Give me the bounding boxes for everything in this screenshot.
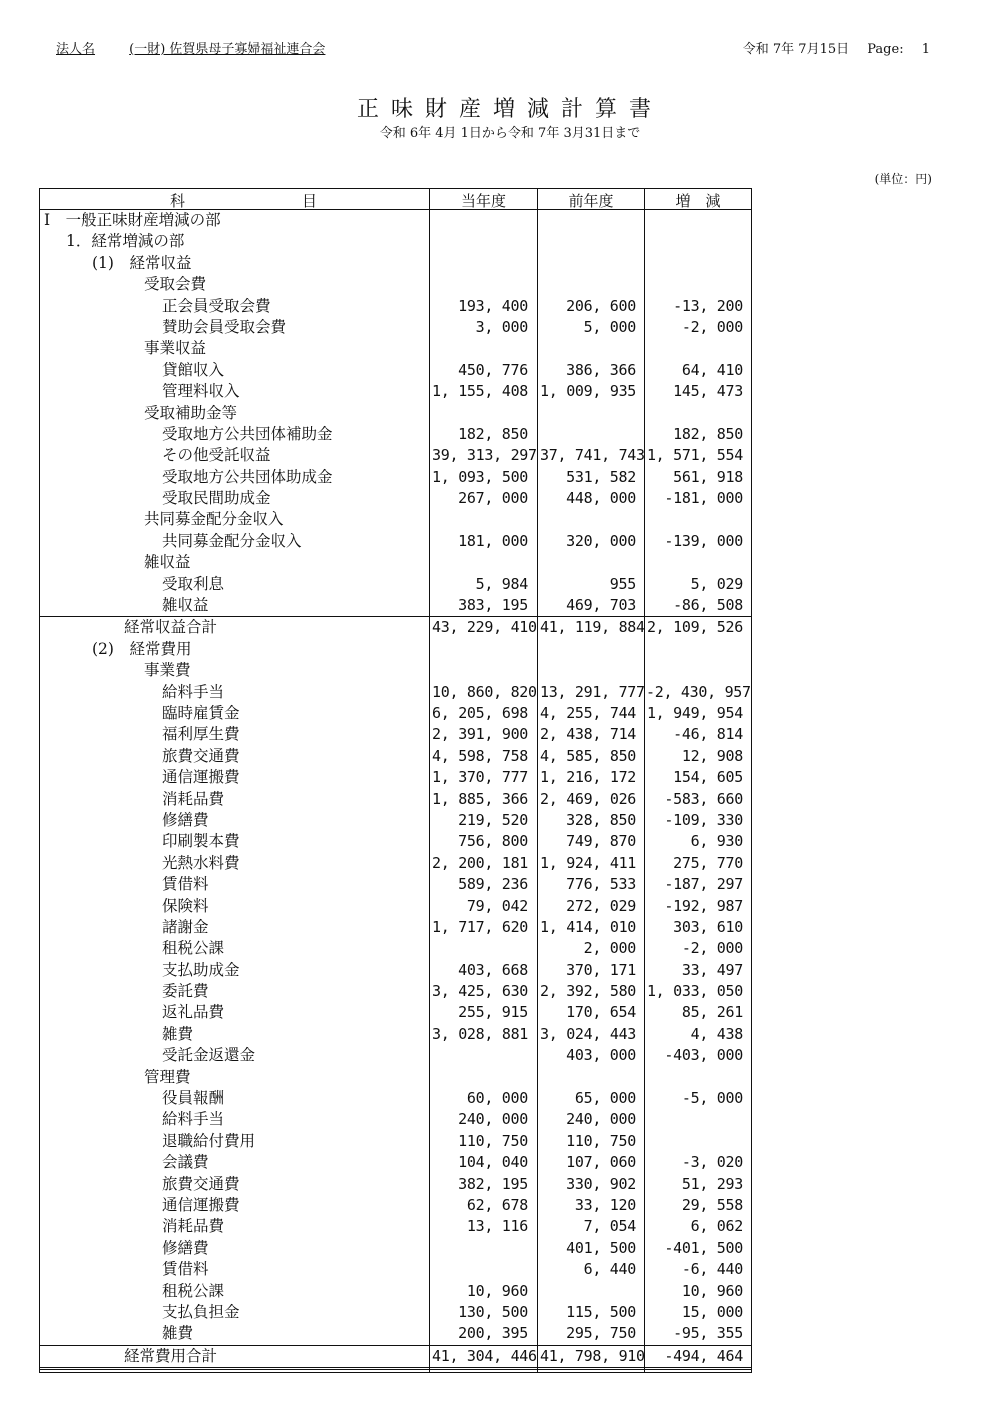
current-year-value: 193, 400 <box>458 296 528 315</box>
table-row <box>40 938 751 959</box>
table-row <box>40 639 751 660</box>
row-label: 管理費 <box>144 1067 191 1086</box>
previous-year-value: 5, 000 <box>583 317 636 336</box>
table-row <box>40 917 751 938</box>
current-year-value: 4, 598, 758 <box>432 746 529 765</box>
change-value: 2, 109, 526 <box>646 618 743 637</box>
previous-year-value: 110, 750 <box>566 1131 636 1150</box>
row-label: 受取地方公共団体助成金 <box>162 467 333 486</box>
current-year-value: 5, 984 <box>475 574 528 593</box>
table-row <box>40 253 751 274</box>
table-row <box>40 960 751 981</box>
row-label: Ⅰ 一般正味財産増減の部 <box>44 211 221 229</box>
current-year-value: 10, 860, 820 <box>432 682 537 701</box>
table-row <box>40 210 751 231</box>
row-label: 会議費 <box>162 1153 209 1172</box>
table-row <box>40 810 751 831</box>
current-year-value: 403, 668 <box>458 960 528 979</box>
current-year-value: 60, 000 <box>466 1089 528 1108</box>
table-row <box>40 853 751 874</box>
previous-year-value: 3, 024, 443 <box>540 1024 637 1043</box>
previous-year-value: 749, 870 <box>566 832 636 851</box>
current-year-value: 13, 116 <box>466 1217 528 1236</box>
row-label: 受取地方公共団体補助金 <box>162 424 333 443</box>
table-row <box>40 831 751 852</box>
row-label: 委託費 <box>162 982 209 1001</box>
table-row <box>40 531 751 552</box>
current-year-value: 1, 885, 366 <box>432 789 529 808</box>
current-year-value: 182, 850 <box>458 424 528 443</box>
row-label: 役員報酬 <box>162 1089 225 1108</box>
current-year-value: 39, 313, 297 <box>432 446 537 465</box>
entity-header <box>56 38 325 57</box>
change-value: -192, 987 <box>664 896 743 915</box>
previous-year-value: 41, 119, 884 <box>540 618 645 637</box>
previous-year-value: 531, 582 <box>566 467 636 486</box>
page-label: Page: <box>867 42 904 57</box>
previous-year-value: 370, 171 <box>566 960 636 979</box>
table-row <box>40 767 751 788</box>
previous-year-value: 2, 469, 026 <box>540 789 637 808</box>
table-row <box>40 381 751 402</box>
table-row <box>40 1067 751 1088</box>
previous-year-value: 401, 500 <box>566 1238 636 1257</box>
table-row <box>40 467 751 488</box>
table-row <box>40 1152 751 1173</box>
change-value: -181, 000 <box>664 489 743 508</box>
change-value: 145, 473 <box>673 382 743 401</box>
row-label: 支払負担金 <box>162 1302 240 1321</box>
previous-year-value: 330, 902 <box>566 1174 636 1193</box>
change-value: 1, 949, 954 <box>646 703 743 722</box>
previous-year-value: 386, 366 <box>566 360 636 379</box>
row-label: 臨時雇賃金 <box>162 703 240 722</box>
previous-year-value: 295, 750 <box>566 1324 636 1343</box>
previous-year-value: 1, 924, 411 <box>540 853 637 872</box>
table-row <box>40 746 751 767</box>
table-row <box>40 1281 751 1302</box>
previous-year-value: 240, 000 <box>566 1110 636 1129</box>
table-row <box>40 1109 751 1130</box>
change-value: -2, 430, 957 <box>646 682 751 701</box>
change-value: -139, 000 <box>664 531 743 550</box>
current-year-value: 2, 200, 181 <box>432 853 529 872</box>
current-year-value: 2, 391, 900 <box>432 725 529 744</box>
previous-year-value: 6, 440 <box>583 1260 636 1279</box>
change-value: 51, 293 <box>681 1174 743 1193</box>
current-year-value: 255, 915 <box>458 1003 528 1022</box>
current-year-value: 756, 800 <box>458 832 528 851</box>
change-value: -583, 660 <box>664 789 743 808</box>
table-row <box>40 724 751 745</box>
previous-year-value: 4, 585, 850 <box>540 746 637 765</box>
table-row <box>40 896 751 917</box>
table-body <box>40 210 751 1370</box>
row-label: 経常費用合計 <box>124 1346 218 1365</box>
current-year-value: 267, 000 <box>458 489 528 508</box>
previous-year-value: 37, 741, 743 <box>540 446 645 465</box>
table-row <box>40 1045 751 1066</box>
change-value: 1, 571, 554 <box>646 446 743 465</box>
row-label: 租税公課 <box>162 1281 225 1300</box>
row-label: 返礼品費 <box>162 1003 225 1022</box>
change-value: 4, 438 <box>690 1024 743 1043</box>
table-row <box>40 595 751 616</box>
header-item-right: 目 <box>302 192 318 210</box>
row-label: 修繕費 <box>162 1238 209 1257</box>
table-row <box>40 1302 751 1323</box>
header-previous-year: 前年度 <box>568 192 614 210</box>
date-page-header <box>743 38 930 57</box>
row-label: 賃借料 <box>162 875 209 894</box>
change-value: 15, 000 <box>681 1302 743 1321</box>
row-label: 保険料 <box>162 896 209 915</box>
statement-table <box>39 188 752 1373</box>
row-label: 通信運搬費 <box>162 1195 240 1214</box>
previous-year-value: 1, 009, 935 <box>540 382 637 401</box>
change-value: 561, 918 <box>673 467 743 486</box>
header-current-year: 当年度 <box>460 192 506 210</box>
current-year-value: 41, 304, 446 <box>432 1346 537 1365</box>
table-row <box>40 1088 751 1109</box>
row-label: 正会員受取会費 <box>162 296 271 315</box>
change-value: -13, 200 <box>673 296 743 315</box>
total-row <box>40 1345 751 1370</box>
previous-year-value: 2, 392, 580 <box>540 982 637 1001</box>
current-year-value: 43, 229, 410 <box>432 618 537 637</box>
table-row <box>40 1131 751 1152</box>
table-row <box>40 403 751 424</box>
change-value: -46, 814 <box>673 725 743 744</box>
previous-year-value: 328, 850 <box>566 810 636 829</box>
row-label: 消耗品費 <box>162 789 225 808</box>
previous-year-value: 206, 600 <box>566 296 636 315</box>
change-value: 10, 960 <box>681 1281 743 1300</box>
current-year-value: 219, 520 <box>458 810 528 829</box>
row-label: 経常収益合計 <box>124 618 218 637</box>
change-value: 6, 062 <box>690 1217 743 1236</box>
row-label: 雑費 <box>162 1024 194 1043</box>
unit-label: (単位：円) <box>874 172 932 186</box>
row-label: 受取利息 <box>162 574 225 593</box>
row-label: 賃借料 <box>162 1260 209 1279</box>
table-row <box>40 424 751 445</box>
current-year-value: 130, 500 <box>458 1302 528 1321</box>
row-label: 給料手当 <box>162 1110 225 1129</box>
previous-year-value: 107, 060 <box>566 1153 636 1172</box>
table-row <box>40 874 751 895</box>
table-row <box>40 789 751 810</box>
row-label: 光熱水料費 <box>162 853 240 872</box>
row-label: 共同募金配分金収入 <box>162 531 302 550</box>
change-value: 6, 930 <box>690 832 743 851</box>
row-label: 受託金返還金 <box>162 1046 256 1065</box>
row-label: 雑費 <box>162 1324 194 1343</box>
change-value: 303, 610 <box>673 917 743 936</box>
table-row <box>40 338 751 359</box>
change-value: 64, 410 <box>681 360 743 379</box>
table-row <box>40 1259 751 1280</box>
change-value: -187, 297 <box>664 875 743 894</box>
entity-label: 法人名 <box>56 42 96 57</box>
current-year-value: 1, 370, 777 <box>432 768 529 787</box>
current-year-value: 383, 195 <box>458 596 528 615</box>
previous-year-value: 115, 500 <box>566 1302 636 1321</box>
change-value: -2, 000 <box>681 939 743 958</box>
table-row <box>40 1024 751 1045</box>
row-label: 退職給付費用 <box>162 1131 256 1150</box>
header-item-left: 科 <box>170 192 186 210</box>
table-row <box>40 445 751 466</box>
table-row <box>40 1216 751 1237</box>
previous-year-value: 955 <box>609 574 636 593</box>
current-year-value: 589, 236 <box>458 875 528 894</box>
row-label: 受取民間助成金 <box>162 489 271 508</box>
current-year-value: 181, 000 <box>458 531 528 550</box>
current-year-value: 3, 425, 630 <box>432 982 529 1001</box>
current-year-value: 1, 093, 500 <box>432 467 529 486</box>
row-label: 事業費 <box>144 661 191 680</box>
previous-year-value: 4, 255, 744 <box>540 703 637 722</box>
previous-year-value: 469, 703 <box>566 596 636 615</box>
previous-year-value: 33, 120 <box>574 1195 636 1214</box>
row-label: 給料手当 <box>162 682 225 701</box>
table-row <box>40 488 751 509</box>
previous-year-value: 41, 798, 910 <box>540 1346 645 1365</box>
previous-year-value: 1, 414, 010 <box>540 917 637 936</box>
table-row <box>40 1195 751 1216</box>
row-label: 通信運搬費 <box>162 768 240 787</box>
current-year-value: 1, 717, 620 <box>432 917 529 936</box>
period-text: 令和 6年 4月 1日から令和 7年 3月31日まで <box>379 126 641 141</box>
table-row <box>40 682 751 703</box>
previous-year-value: 65, 000 <box>574 1089 636 1108</box>
change-value: 182, 850 <box>673 424 743 443</box>
current-year-value: 104, 040 <box>458 1153 528 1172</box>
change-value: -2, 000 <box>681 317 743 336</box>
change-value: -403, 000 <box>664 1046 743 1065</box>
table-row <box>40 274 751 295</box>
table-row <box>40 1238 751 1259</box>
entity-name: (一財) 佐賀県母子寡婦福祉連合会 <box>129 42 326 57</box>
row-label: 貸館収入 <box>162 360 225 379</box>
change-value: -494, 464 <box>664 1346 743 1365</box>
change-value: 275, 770 <box>673 853 743 872</box>
previous-year-value: 403, 000 <box>566 1046 636 1065</box>
row-label: (1) 経常収益 <box>92 253 192 272</box>
previous-year-value: 320, 000 <box>566 531 636 550</box>
current-year-value: 200, 395 <box>458 1324 528 1343</box>
table-row <box>40 660 751 681</box>
current-year-value: 382, 195 <box>458 1174 528 1193</box>
row-label: 事業収益 <box>144 339 207 358</box>
row-label: 管理料収入 <box>162 382 240 401</box>
change-value: -6, 440 <box>681 1260 743 1279</box>
change-value: -86, 508 <box>673 596 743 615</box>
current-year-value: 10, 960 <box>466 1281 528 1300</box>
row-label: 雑収益 <box>162 596 209 615</box>
current-year-value: 79, 042 <box>466 896 528 915</box>
row-label: 諸謝金 <box>162 917 209 936</box>
row-label: 消耗品費 <box>162 1217 225 1236</box>
row-label: 1．経常増減の部 <box>66 232 185 251</box>
table-row <box>40 981 751 1002</box>
table-row <box>40 509 751 530</box>
change-value: 85, 261 <box>681 1003 743 1022</box>
change-value: -95, 355 <box>673 1324 743 1343</box>
change-value: -3, 020 <box>681 1153 743 1172</box>
change-value: -5, 000 <box>681 1089 743 1108</box>
table-row <box>40 1323 751 1344</box>
table-row <box>40 574 751 595</box>
row-label: (2) 経常費用 <box>92 639 192 658</box>
table-header <box>40 189 751 210</box>
previous-year-value: 7, 054 <box>583 1217 636 1236</box>
row-label: 旅費交通費 <box>162 1174 240 1193</box>
table-row <box>40 552 751 573</box>
current-year-value: 62, 678 <box>466 1195 528 1214</box>
change-value: -401, 500 <box>664 1238 743 1257</box>
table-row <box>40 703 751 724</box>
previous-year-value: 272, 029 <box>566 896 636 915</box>
current-year-value: 3, 028, 881 <box>432 1024 529 1043</box>
total-row <box>40 616 751 638</box>
page-number: 1 <box>921 42 930 57</box>
change-value: 33, 497 <box>681 960 743 979</box>
change-value: 29, 558 <box>681 1195 743 1214</box>
row-label: 印刷製本費 <box>162 832 240 851</box>
row-label: 支払助成金 <box>162 960 240 979</box>
row-label: 共同募金配分金収入 <box>144 510 284 529</box>
current-year-value: 110, 750 <box>458 1131 528 1150</box>
document-title: 正味財産増減計算書 <box>356 97 663 122</box>
row-label: 福利厚生費 <box>162 725 240 744</box>
change-value: 12, 908 <box>681 746 743 765</box>
table-row <box>40 296 751 317</box>
row-label: 受取補助金等 <box>144 403 238 422</box>
current-year-value: 450, 776 <box>458 360 528 379</box>
previous-year-value: 448, 000 <box>566 489 636 508</box>
current-year-value: 1, 155, 408 <box>432 382 529 401</box>
row-label: 雑収益 <box>144 553 191 572</box>
change-value: -109, 330 <box>664 810 743 829</box>
change-value: 5, 029 <box>690 574 743 593</box>
row-label: 租税公課 <box>162 939 225 958</box>
previous-year-value: 776, 533 <box>566 875 636 894</box>
current-year-value: 3, 000 <box>475 317 528 336</box>
row-label: 賛助会員受取会費 <box>162 317 287 336</box>
previous-year-value: 13, 291, 777 <box>540 682 645 701</box>
table-row <box>40 360 751 381</box>
current-year-value: 6, 205, 698 <box>432 703 529 722</box>
previous-year-value: 1, 216, 172 <box>540 768 637 787</box>
table-row <box>40 317 751 338</box>
report-date: 令和 7年 7月15日 <box>742 42 850 57</box>
row-label: その他受託収益 <box>162 446 271 465</box>
previous-year-value: 2, 438, 714 <box>540 725 637 744</box>
previous-year-value: 170, 654 <box>566 1003 636 1022</box>
row-label: 修繕費 <box>162 810 209 829</box>
table-row <box>40 231 751 252</box>
table-row <box>40 1174 751 1195</box>
table-row <box>40 1002 751 1023</box>
header-change: 増 減 <box>675 192 721 210</box>
change-value: 1, 033, 050 <box>646 982 743 1001</box>
row-label: 旅費交通費 <box>162 746 240 765</box>
row-label: 受取会費 <box>144 275 207 294</box>
previous-year-value: 2, 000 <box>583 939 636 958</box>
current-year-value: 240, 000 <box>458 1110 528 1129</box>
change-value: 154, 605 <box>673 768 743 787</box>
